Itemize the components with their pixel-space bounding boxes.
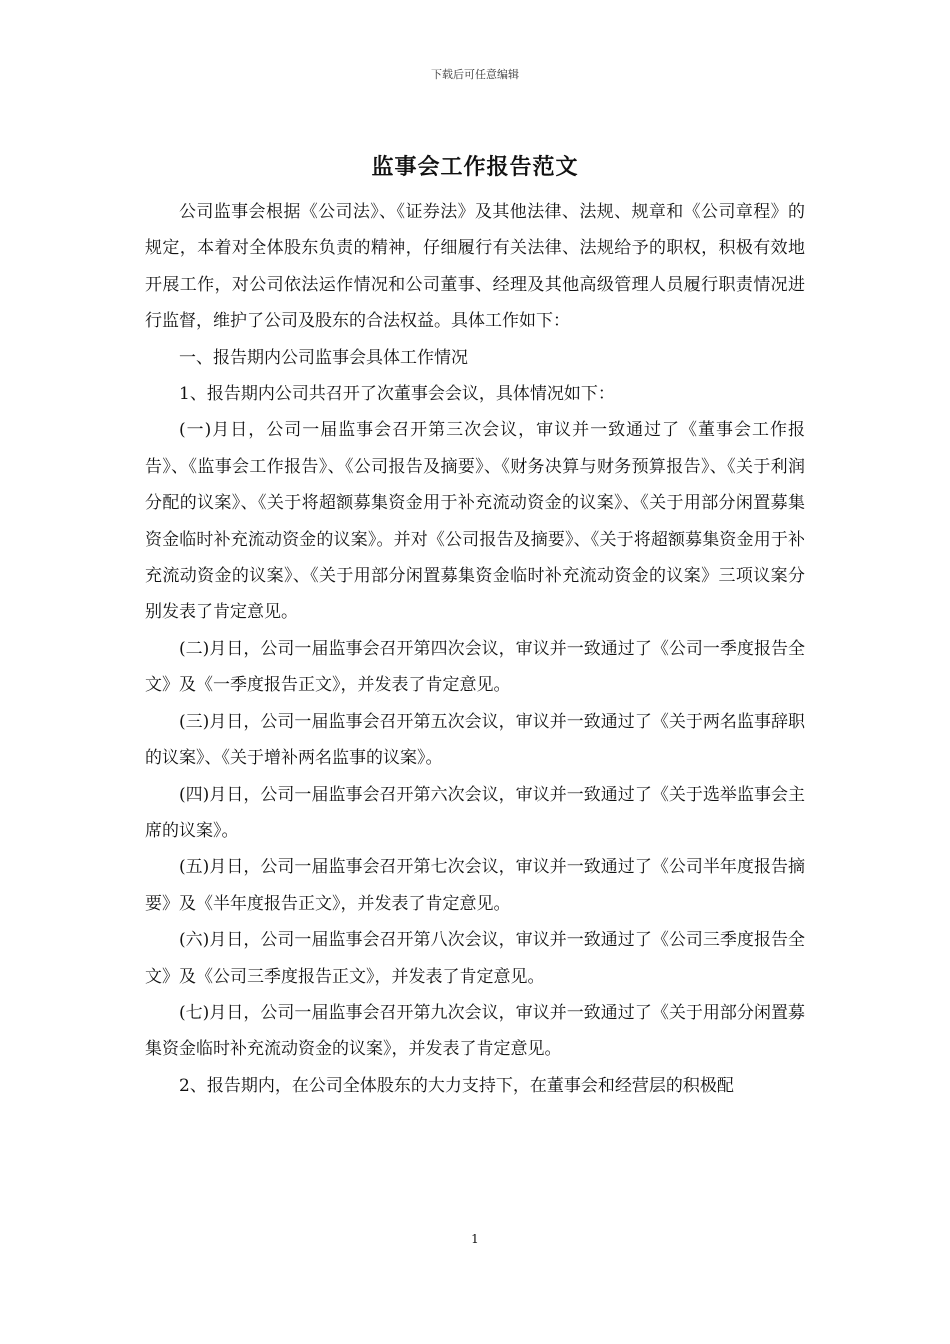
page-number: 1 (471, 1232, 479, 1246)
document-body (145, 194, 805, 1104)
document-title: 监事会工作报告范文 (371, 154, 579, 180)
header-note: 下载后可任意编辑 (431, 68, 519, 81)
paragraph-intro: 公司监事会根据《公司法》、《证券法》及其他法律、法规、规章和《公司章程》的规定，本着对全体股东负责的精神，仔细履行有关法律、法规给予的职权，积极有效地开展工作，对公司依法运作情况和公司董事、经理及其他高级管理人员履行职责情况进行监督，维护了公司及股东的合法权益。具体工作如下： (145, 202, 805, 332)
paragraph-meeting-1: (一)月日，公司一届监事会召开第三次会议，审议并一致通过了《董事会工作报告》、《监事会工作报告》、《公司报告及摘要》、《财务决算与财务预算报告》、《关于利润分配的议案》、《关于将超额募集资金用于补充流动资金的议案》、《关于用部分闲置募集资金临时补充流动资金的议案》。并对《公司报告及摘要》、《关于将超额募集资金用于补充流动资金的议案》、《关于用部分闲置募集资金临时补充流动资金的议案》三项议案分别发表了肯定意见。 (145, 420, 805, 623)
paragraph-section-heading: 一、报告期内公司监事会具体工作情况 (179, 347, 468, 368)
paragraph-meeting-4: (四)月日，公司一届监事会召开第六次会议，审议并一致通过了《关于选举监事会主席的议案》。 (145, 784, 805, 841)
paragraph-item-1: 1、报告期内公司共召开了次董事会会议，具体情况如下： (179, 384, 615, 405)
paragraph-meeting-7: (七)月日，公司一届监事会召开第九次会议，审议并一致通过了《关于用部分闲置募集资金临时补充流动资金的议案》，并发表了肯定意见。 (145, 1002, 805, 1060)
paragraph-meeting-3: (三)月日，公司一届监事会召开第五次会议，审议并一致通过了《关于两名监事辞职的议案》、《关于增补两名监事的议案》。 (145, 711, 805, 769)
paragraph-item-2: 2、报告期内，在公司全体股东的大力支持下，在董事会和经营层的积极配 (179, 1075, 734, 1096)
paragraph-meeting-2: (二)月日，公司一届监事会召开第四次会议，审议并一致通过了《公司一季度报告全文》及《一季度报告正文》，并发表了肯定意见。 (145, 638, 805, 696)
paragraph-meeting-6: (六)月日，公司一届监事会召开第八次会议，审议并一致通过了《公司三季度报告全文》及《公司三季度报告正文》，并发表了肯定意见。 (145, 930, 805, 987)
paragraph-meeting-5: (五)月日，公司一届监事会召开第七次会议，审议并一致通过了《公司半年度报告摘要》及《半年度报告正文》，并发表了肯定意见。 (145, 857, 805, 914)
